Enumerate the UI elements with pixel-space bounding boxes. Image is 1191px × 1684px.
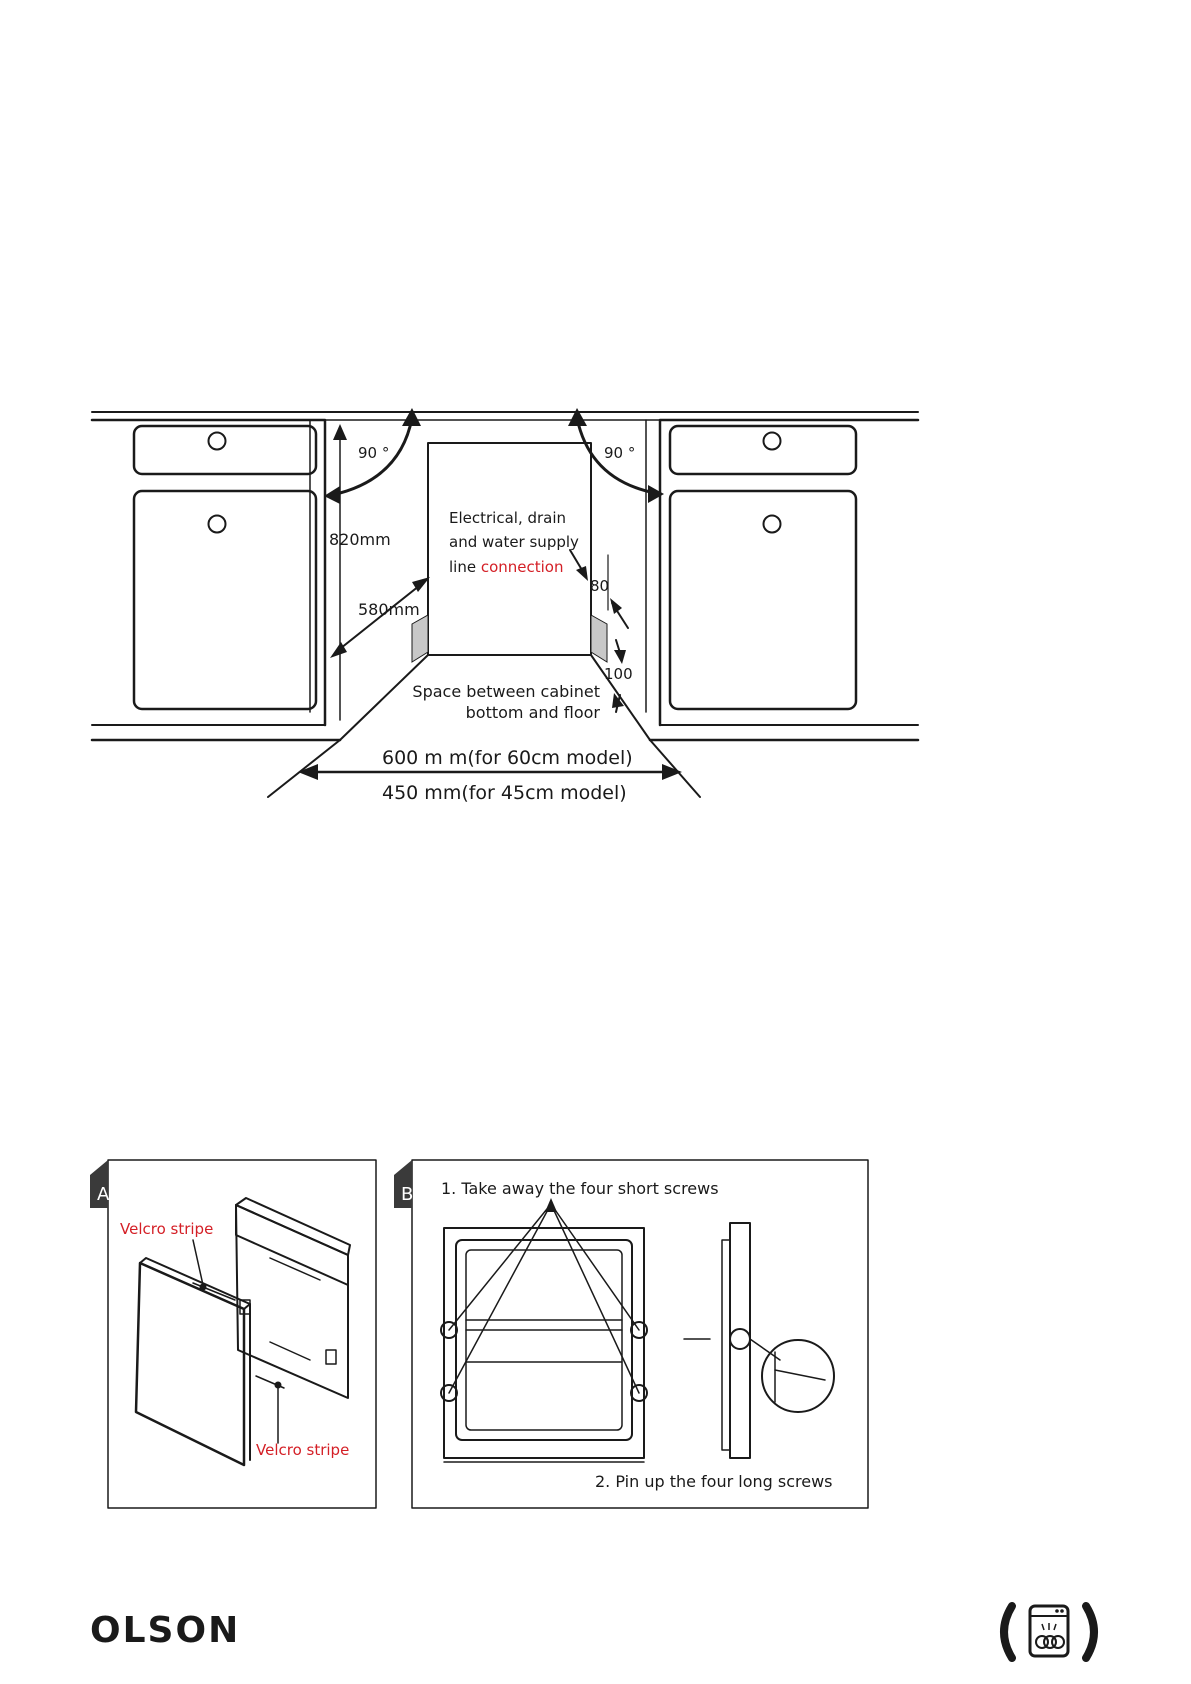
height-label: 820mm (329, 530, 391, 549)
connection-text-line3 (449, 558, 564, 576)
space-text-line2: bottom and floor (465, 703, 600, 722)
step1-label: 1. Take away the four short screws (441, 1179, 719, 1198)
velcro-bottom-label: Velcro stripe (256, 1441, 350, 1459)
depth-label: 580mm (358, 600, 420, 619)
connection-text-line2: and water supply (449, 533, 579, 551)
right-cabinet (646, 420, 918, 740)
width-60-label: 600 m m(for 60cm model) (382, 747, 633, 769)
connection-text-prefix: line (449, 558, 481, 576)
step2-label: 2. Pin up the four long screws (595, 1472, 833, 1491)
width-45-label: 450 mm(for 45cm model) (382, 782, 627, 804)
dimension-100-label: 100 (604, 665, 633, 683)
velcro-top-label: Velcro stripe (120, 1220, 214, 1238)
angle-left-label: 90 ° (358, 444, 390, 462)
panel-b (394, 1160, 868, 1508)
connection-highlight: connection (480, 558, 564, 576)
left-cabinet (92, 420, 340, 740)
panel-b-label: B (401, 1184, 414, 1205)
dimension-80-label: 80 (590, 577, 610, 595)
panel-a-label: A (97, 1184, 110, 1205)
connection-text-line1: Electrical, drain (449, 509, 567, 527)
space-text-line1: Space between cabinet (412, 682, 600, 701)
dishwasher-icon (994, 1600, 1104, 1664)
angle-right-label: 90 ° (604, 444, 636, 462)
brand-logo: OLSON (90, 1610, 241, 1651)
door-assembly-diagram (0, 1150, 1191, 1520)
panel-a (90, 1160, 376, 1508)
